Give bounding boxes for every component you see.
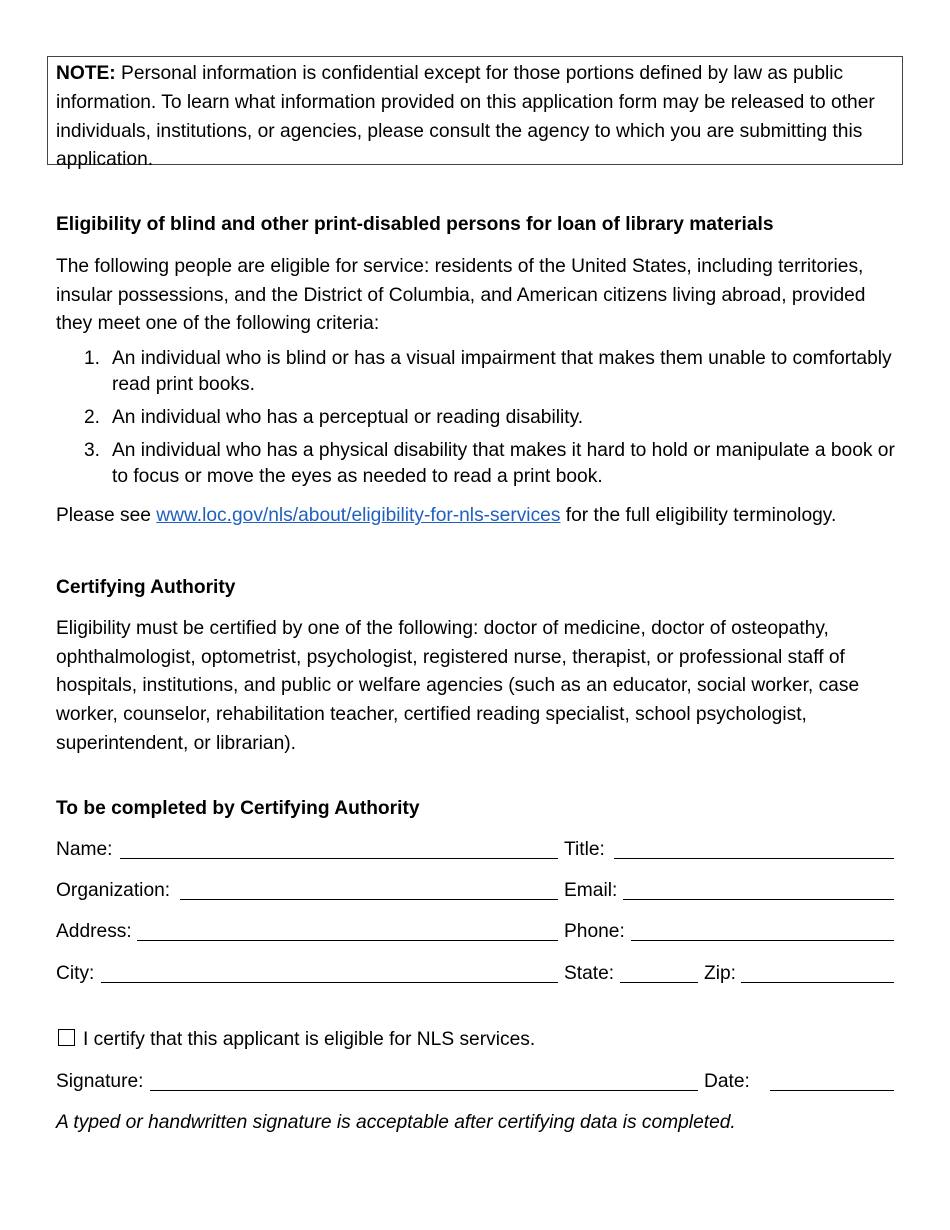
list-item-text: An individual who has a perceptual or reading disability. xyxy=(112,407,584,429)
confidentiality-note xyxy=(47,56,903,171)
date-label: Date: xyxy=(704,1071,750,1092)
city-label: City: xyxy=(56,963,95,984)
eligibility-link[interactable]: www.loc.gov/nls/about/eligibility-for-nls-services xyxy=(156,505,561,527)
organization-label: Organization: xyxy=(56,880,171,901)
zip-field[interactable] xyxy=(741,982,894,983)
list-item-number: 1. xyxy=(84,348,101,370)
email-field[interactable] xyxy=(623,899,894,900)
organization-email-row xyxy=(56,877,894,905)
state-field[interactable] xyxy=(620,982,698,983)
state-label: State: xyxy=(564,963,615,984)
name-label: Name: xyxy=(56,839,113,860)
form-heading: To be completed by Certifying Authority xyxy=(56,798,420,819)
certify-checkbox[interactable] xyxy=(58,1029,75,1046)
certifying-section xyxy=(56,574,906,759)
name-title-row xyxy=(56,836,894,864)
list-item-text: An individual who is blind or has a visual impairment that makes them unable to comfortably read print books. xyxy=(112,348,892,396)
eligibility-intro: The following people are eligible for service: residents of the United States, including territories, insular possessions, and the District of Columbia, and American citizens living abroad, provided they meet one of the following criteria: xyxy=(56,255,866,335)
signature-date-row xyxy=(56,1068,894,1096)
list-item-number: 2. xyxy=(84,407,101,429)
certifying-text: Eligibility must be certified by one of the following: doctor of medicine, doctor of osteopathy, ophthalmologist, optometrist, psychologist, registered nurse, therapist, or professional staff of hospitals, institutions, and public or welfare agencies (such as an educator, social worker, case worker, counselor, rehabilitation teacher, certified reading specialist, school psychologist, superintendent, or librarian). xyxy=(56,617,860,754)
date-field[interactable] xyxy=(770,1090,894,1091)
eligibility-heading: Eligibility of blind and other print-disabled persons for loan of library materials xyxy=(56,214,774,235)
organization-field[interactable] xyxy=(180,899,558,900)
criteria-list xyxy=(56,346,906,490)
list-item xyxy=(56,346,906,398)
signature-note: A typed or handwritten signature is acceptable after certifying data is completed. xyxy=(56,1112,736,1133)
address-label: Address: xyxy=(56,921,132,942)
signature-field[interactable] xyxy=(150,1090,698,1091)
name-field[interactable] xyxy=(120,858,558,859)
reference-suffix: for the full eligibility terminology. xyxy=(560,505,837,527)
list-item xyxy=(56,438,906,490)
address-phone-row xyxy=(56,918,894,946)
city-state-zip-row xyxy=(56,960,894,988)
certify-row xyxy=(56,1026,894,1055)
certify-text: I certify that this applicant is eligible for NLS services. xyxy=(83,1029,536,1050)
signature-label: Signature: xyxy=(56,1071,144,1092)
title-field[interactable] xyxy=(614,858,894,859)
list-item xyxy=(56,405,906,431)
note-text: Personal information is confidential except for those portions defined by law as public information. To learn what information provided on this application form may be released to other individuals, institutions, or agencies, please consult the agency to which you are submitting this application. xyxy=(56,63,875,171)
list-item-number: 3. xyxy=(84,440,101,462)
email-label: Email: xyxy=(564,880,618,901)
reference-prefix: Please see xyxy=(56,505,157,527)
city-field[interactable] xyxy=(101,982,558,983)
eligibility-reference xyxy=(56,502,906,531)
zip-label: Zip: xyxy=(704,963,736,984)
address-field[interactable] xyxy=(137,940,558,941)
certifying-heading: Certifying Authority xyxy=(56,577,236,598)
eligibility-section xyxy=(56,211,906,531)
note-label: NOTE: xyxy=(56,63,116,84)
form-heading-wrap xyxy=(56,795,906,824)
list-item-text: An individual who has a physical disability that makes it hard to hold or manipulate a book or to focus or move the eyes as needed to read a print book. xyxy=(112,440,895,488)
title-label: Title: xyxy=(564,839,605,860)
phone-field[interactable] xyxy=(631,940,894,941)
phone-label: Phone: xyxy=(564,921,625,942)
